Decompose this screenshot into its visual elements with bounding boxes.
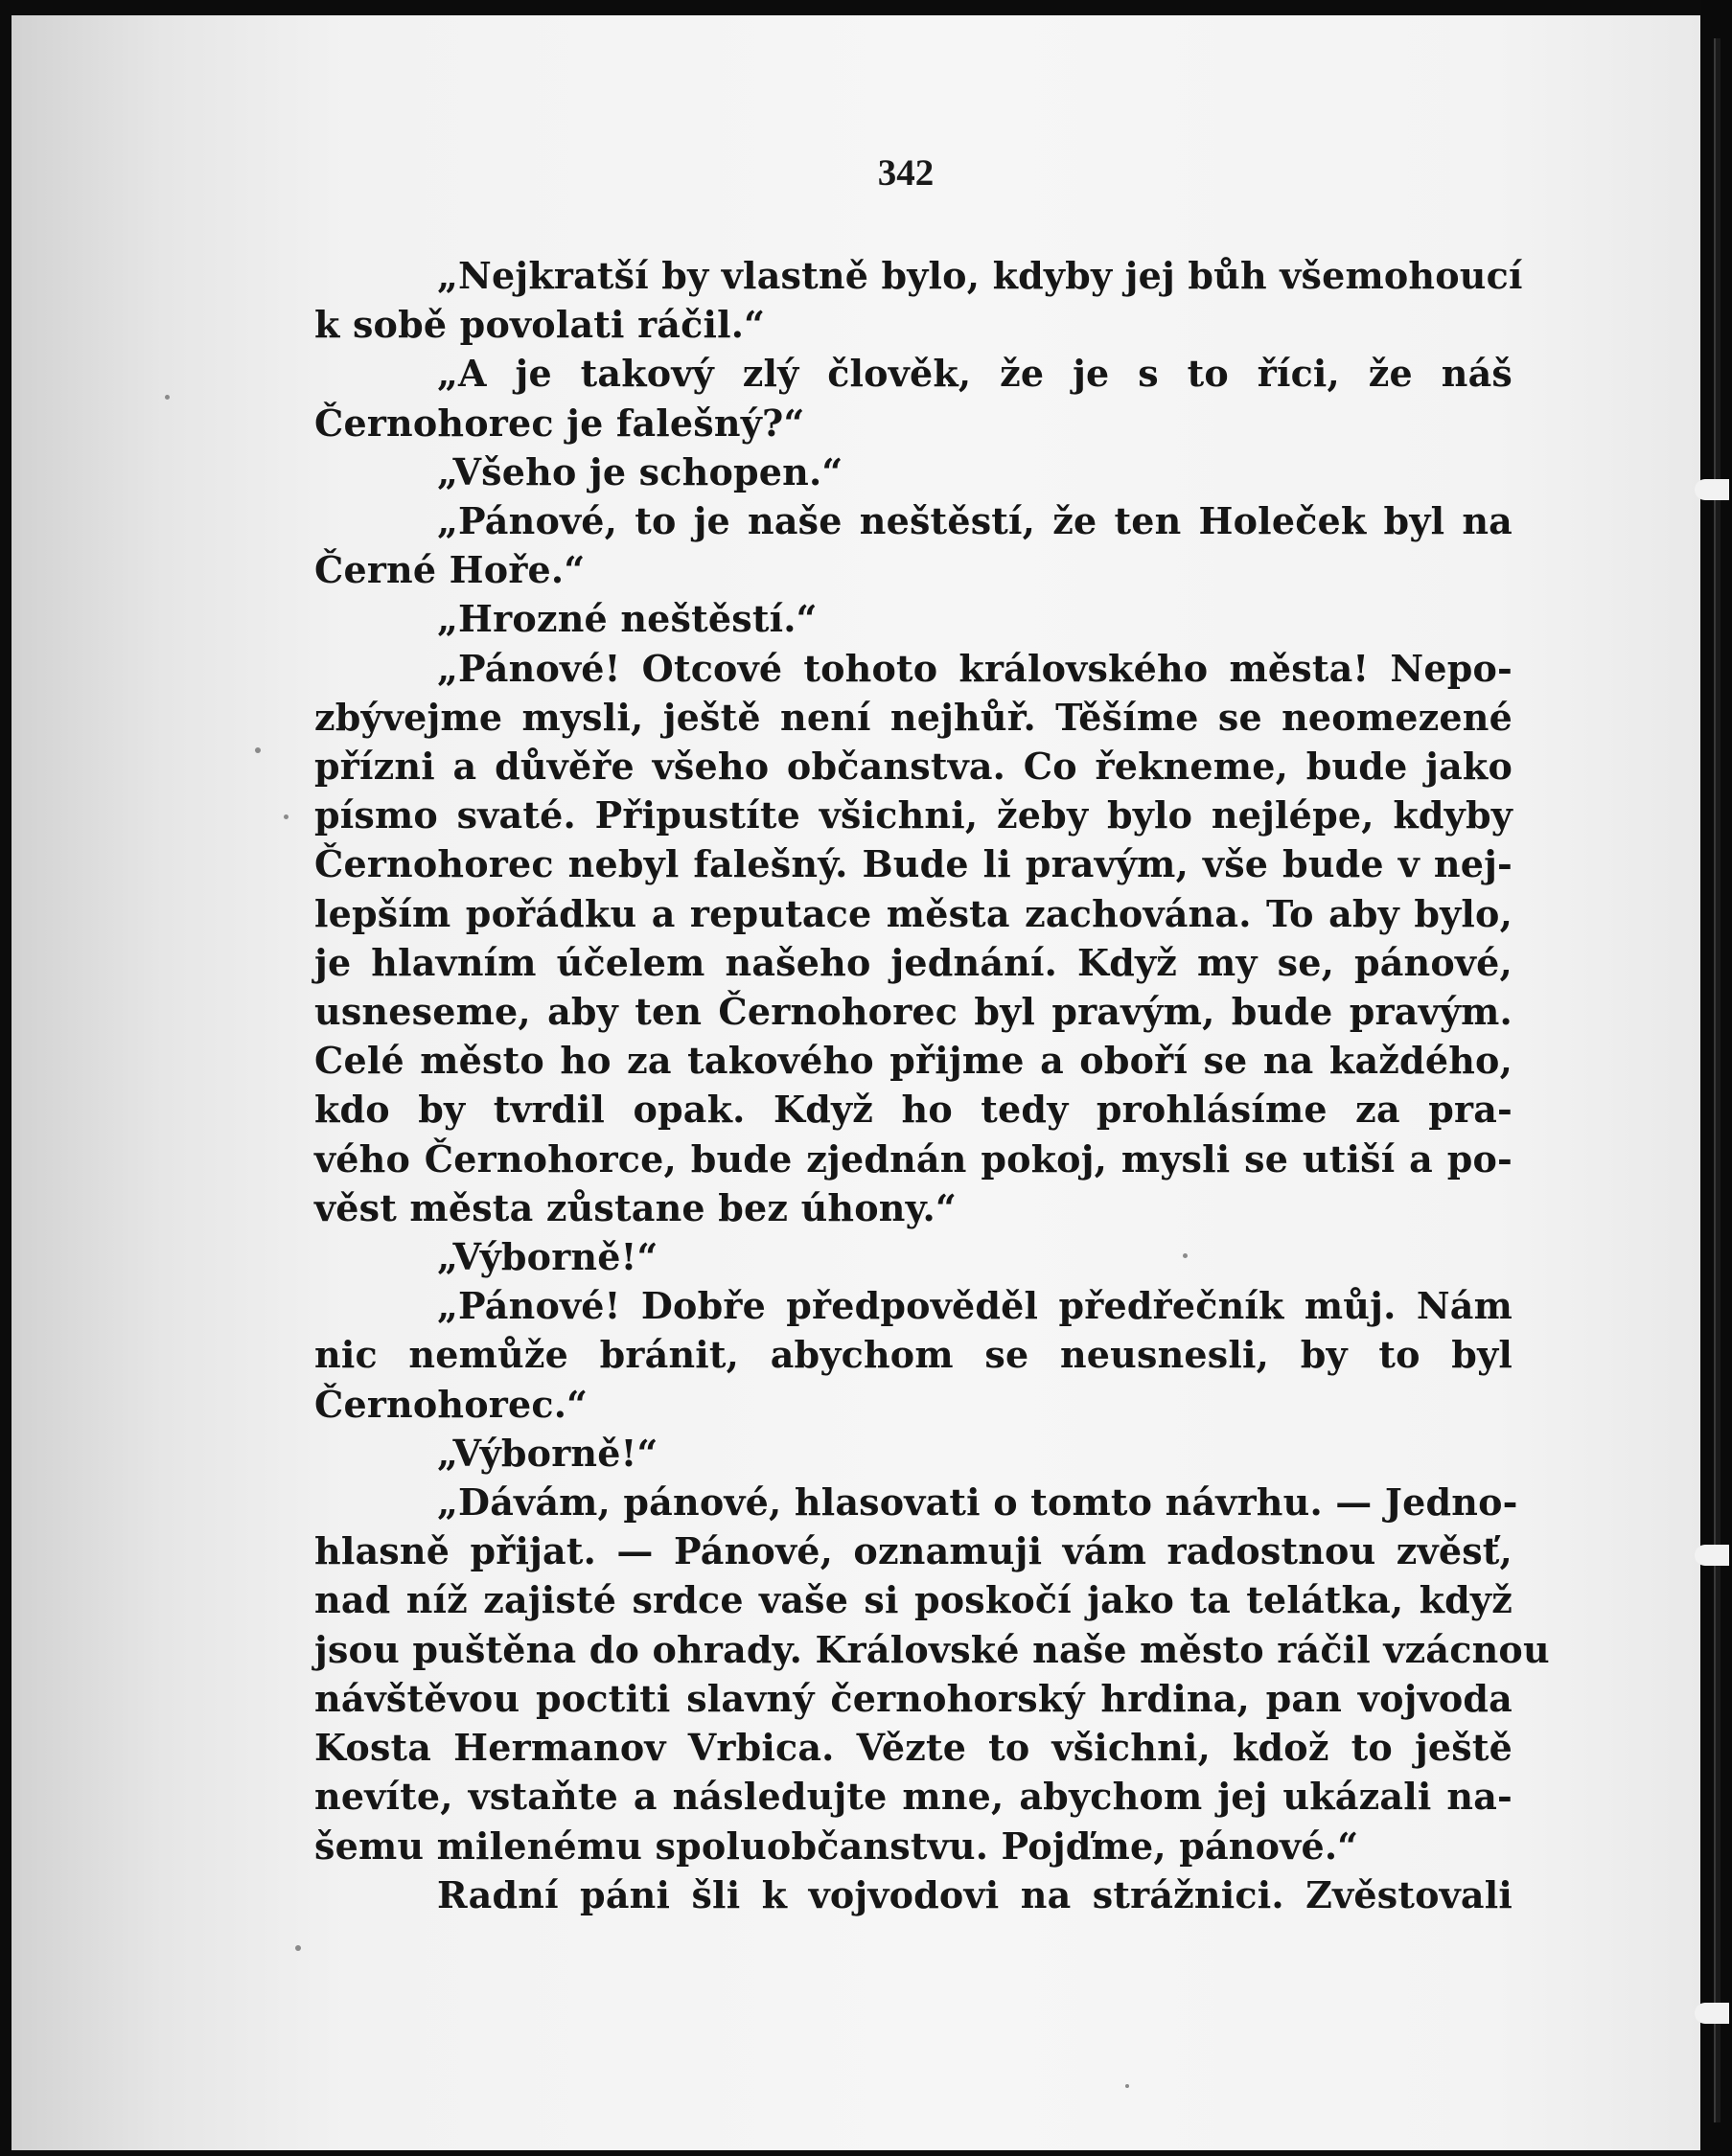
text-line: „Výborně!“ <box>437 1235 658 1279</box>
text-line: Černohorec je falešný?“ <box>314 401 805 445</box>
text-line: přízni a důvěře všeho občanstva. Co řekneme, bude jako <box>314 745 1513 789</box>
text-line: hlasně přijat. — Pánové, oznamuji vám radostnou zvěsť, <box>314 1529 1513 1573</box>
paper-speck <box>295 1945 301 1951</box>
page-edge-tab <box>1695 2003 1729 2024</box>
text-line: „Pánové! Otcové tohoto královského města! Nepo- <box>437 646 1513 690</box>
text-line: Černohorec nebyl falešný. Bude li pravým, vše bude v nej- <box>314 842 1513 886</box>
text-line: usneseme, aby ten Černohorec byl pravým, bude pravým. <box>314 990 1513 1034</box>
text-line: Černé Hoře.“ <box>314 548 586 592</box>
text-line: Radní páni šli k vojvodovi na strážnici. Zvěstovali <box>437 1872 1513 1916</box>
page-edge-tab <box>1695 479 1729 500</box>
paper-speck <box>165 395 170 400</box>
text-line: vého Černohorce, bude zjednán pokoj, mysli se utiší a po- <box>314 1136 1513 1181</box>
binding-rule <box>1714 38 1720 2122</box>
paper-speck <box>284 814 289 819</box>
text-line: „Dávám, pánové, hlasovati o tomto návrhu. — Jedno- <box>437 1480 1518 1525</box>
text-line: písmo svaté. Připustíte všichni, žeby bylo nejlépe, kdyby <box>314 793 1513 837</box>
text-line: věst města zůstane bez úhony.“ <box>314 1185 958 1229</box>
text-line: k sobě povolati ráčil.“ <box>314 303 766 347</box>
text-line: „Hrozné neštěstí.“ <box>437 597 818 641</box>
text-line: jsou puštěna do ohrady. Královské naše město ráčil vzácnou <box>314 1627 1550 1671</box>
text-line: „Pánové, to je naše neštěstí, že ten Holeček byl na <box>437 499 1513 543</box>
text-line: „Všeho je schopen.“ <box>437 449 843 493</box>
text-line: „Nejkratší by vlastně bylo, kdyby jej bůh všemohoucí <box>437 254 1523 297</box>
text-line: nevíte, vstaňte a následujte mne, abychom jej ukázali na- <box>314 1775 1513 1819</box>
page-number: 342 <box>877 152 935 194</box>
text-line: nad níž zajisté srdce vaše si poskočí jako ta telátka, když <box>314 1578 1513 1622</box>
paper-speck <box>255 747 261 753</box>
text-line: Kosta Hermanov Vrbica. Vězte to všichni, kdož to ještě <box>314 1726 1513 1770</box>
text-line: „Pánové! Dobře předpověděl předřečník můj. Nám <box>437 1284 1513 1328</box>
text-line: je hlavním účelem našeho jednání. Když my se, pánové, <box>314 940 1513 984</box>
paper-speck <box>1125 2084 1129 2088</box>
text-line: návštěvou poctiti slavný černohorský hrdina, pan vojvoda <box>314 1676 1513 1720</box>
text-line: „Výborně!“ <box>437 1431 658 1475</box>
text-line: šemu milenému spoluobčanstvu. Pojďme, pánové.“ <box>314 1823 1359 1868</box>
text-line: „A je takový zlý člověk, že je s to říci, že náš <box>437 352 1513 396</box>
text-line: kdo by tvrdil opak. Když ho tedy prohlásíme za pra- <box>314 1088 1513 1132</box>
text-line: nic nemůže bránit, abychom se neusnesli, by to byl <box>314 1333 1513 1377</box>
page-edge-tab <box>1695 1545 1729 1566</box>
text-line: zbývejme mysli, ještě není nejhůř. Těšíme se neomezené <box>314 695 1513 739</box>
body-text <box>314 251 1550 1919</box>
text-line: lepším pořádku a reputace města zachována. To aby bylo, <box>314 891 1513 935</box>
text-line: Celé město ho za takového přijme a oboří se na každého, <box>314 1039 1513 1083</box>
text-line: Černohorec.“ <box>314 1382 589 1426</box>
